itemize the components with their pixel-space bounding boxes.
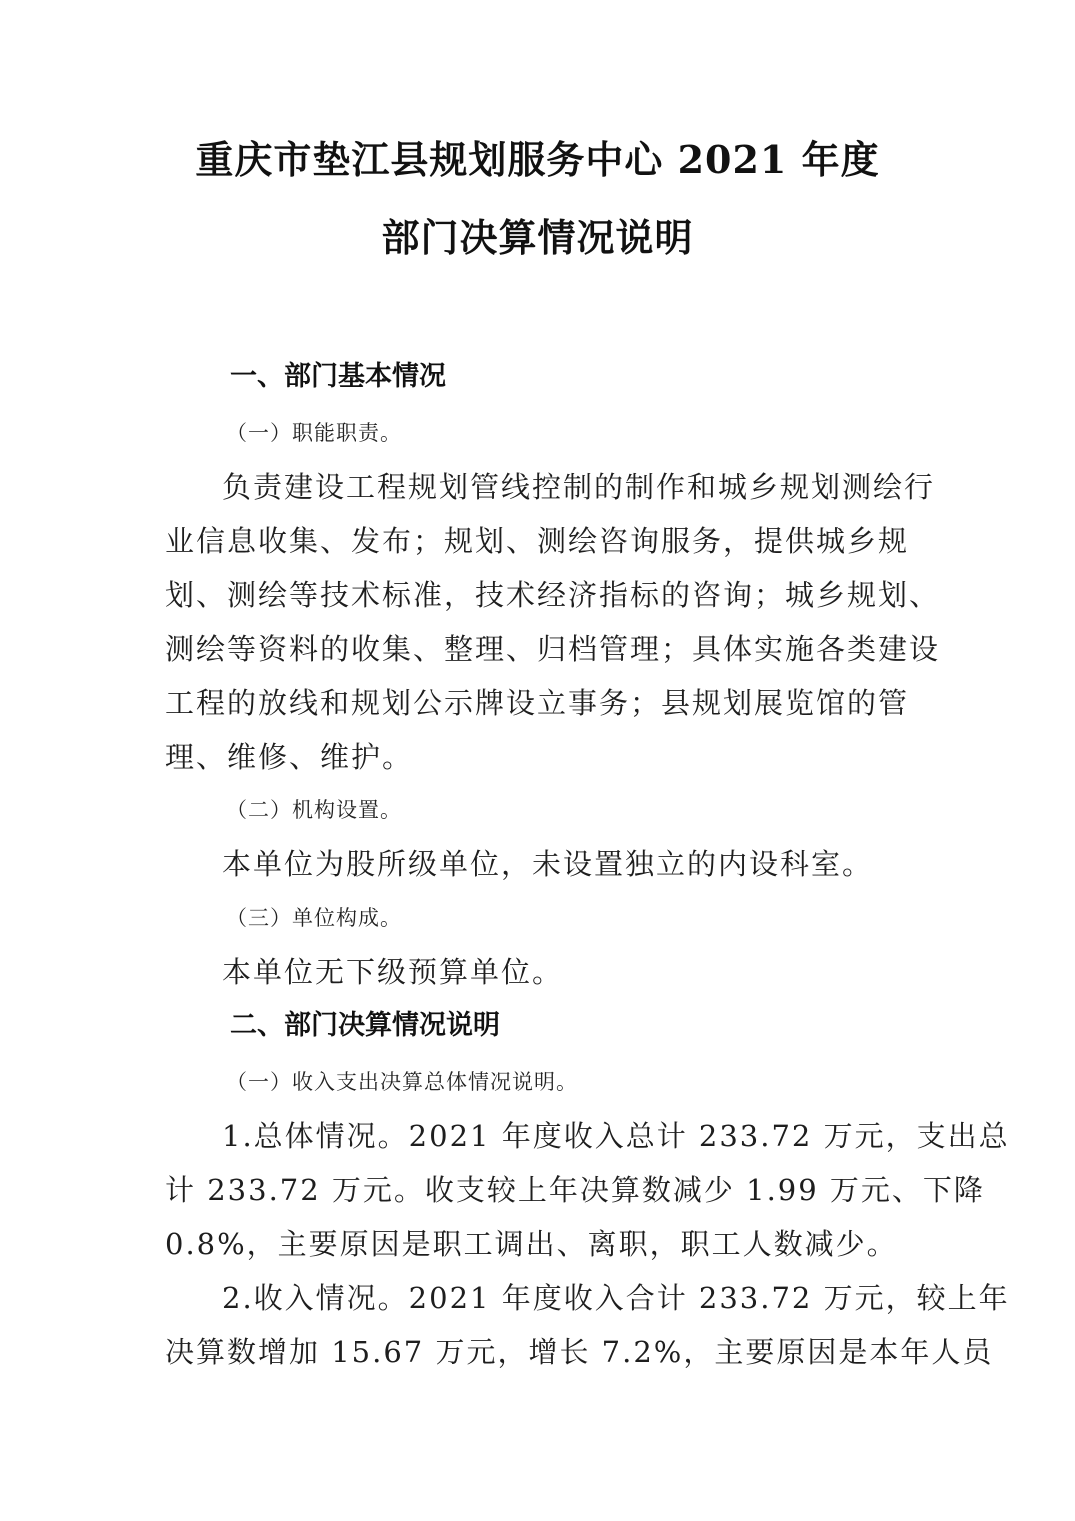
section2-sub1-paragraph2 — [165, 1271, 1010, 1379]
paragraph-line: 负责建设工程规划管线控制的制作和城乡规划测绘行 — [222, 470, 936, 504]
section1-sub2-heading: （二）机构设置。 — [226, 798, 402, 822]
document-title-line1: 重庆市垫江县规划服务中心 2021 年度 — [195, 137, 880, 182]
paragraph-line: 1.总体情况。2021 年度收入总计 233.72 万元，支出总 — [222, 1119, 1010, 1153]
paragraph-line: 计 233.72 万元。收支较上年决算数减少 1.99 万元、下降 — [165, 1173, 985, 1207]
paragraph-line: 业信息收集、发布；规划、测绘咨询服务，提供城乡规 — [165, 524, 910, 558]
paragraph-line: 2.收入情况。2021 年度收入合计 233.72 万元，较上年 — [222, 1281, 1010, 1315]
section1-sub3-paragraph — [165, 945, 905, 999]
section2-sub1-paragraph1 — [165, 1109, 1010, 1271]
section1-sub1-heading: （一）职能职责。 — [226, 421, 402, 445]
paragraph-line: 决算数增加 15.67 万元，增长 7.2%，主要原因是本年人员 — [165, 1335, 994, 1369]
paragraph-line: 本单位无下级预算单位。 — [222, 955, 564, 989]
paragraph-line: 测绘等资料的收集、整理、归档管理；具体实施各类建设 — [165, 632, 941, 666]
paragraph-line: 本单位为股所级单位，未设置独立的内设科室。 — [222, 847, 874, 881]
section1-heading: 一、部门基本情况 — [230, 361, 446, 392]
paragraph-line: 理、维修、维护。 — [165, 740, 414, 774]
document-title-line2: 部门决算情况说明 — [381, 215, 694, 260]
section2-heading: 二、部门决算情况说明 — [230, 1010, 500, 1041]
section1-sub3-heading: （三）单位构成。 — [226, 906, 402, 930]
paragraph-line: 0.8%，主要原因是职工调出、离职，职工人数减少。 — [165, 1227, 898, 1261]
section1-sub1-paragraph — [165, 460, 941, 784]
paragraph-line: 工程的放线和规划公示牌设立事务；县规划展览馆的管 — [165, 686, 910, 720]
paragraph-line: 划、测绘等技术标准，技术经济指标的咨询；城乡规划、 — [165, 578, 941, 612]
section1-sub2-paragraph — [165, 837, 905, 891]
section2-sub1-heading: （一）收入支出决算总体情况说明。 — [226, 1070, 578, 1094]
